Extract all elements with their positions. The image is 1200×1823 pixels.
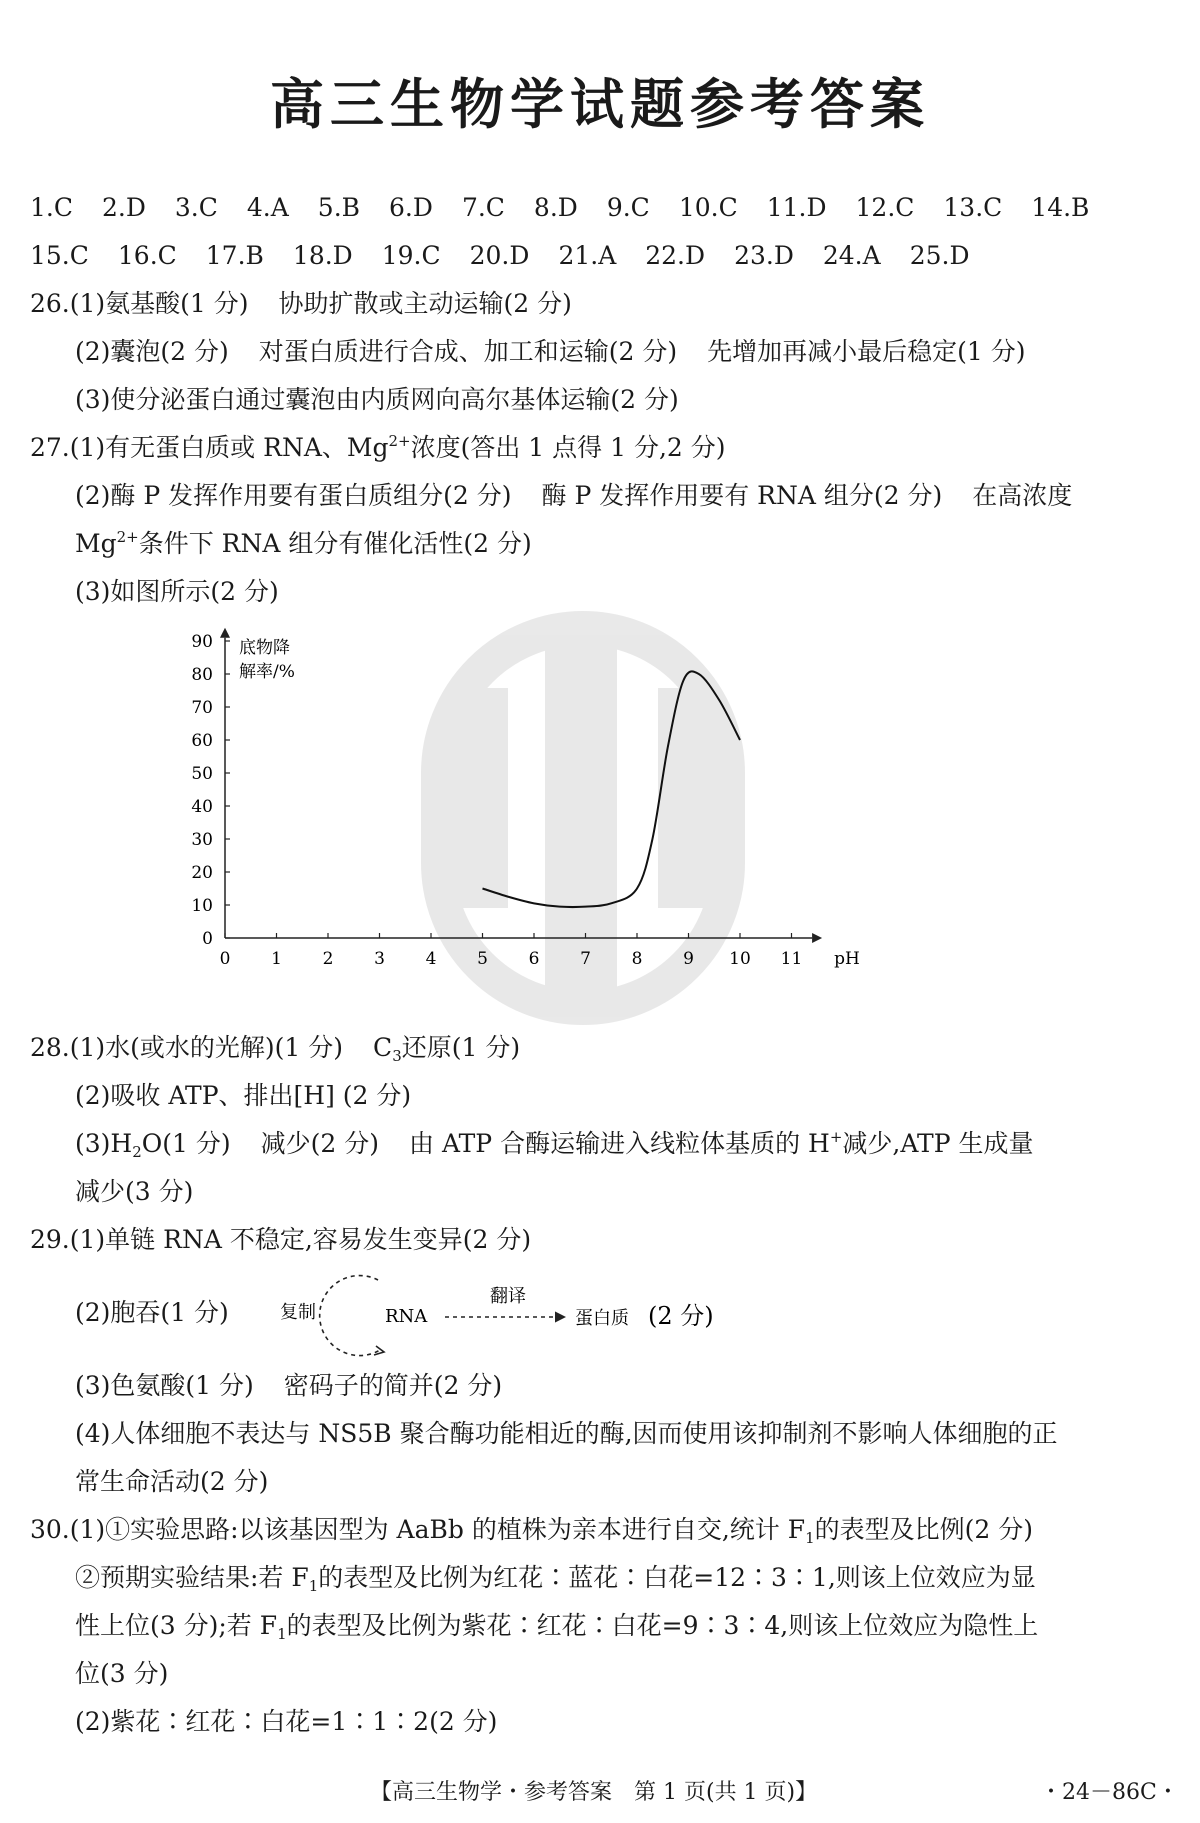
x-tick-label: 1 <box>271 949 282 969</box>
q30-part2-b: 的表型及比例为红花∶蓝花∶白花=12∶3∶1,则该上位效应为显 <box>318 1563 1036 1592</box>
ph-chart <box>191 618 1000 1028</box>
q29-line-5: 常生命活动(2 分) <box>75 1467 269 1496</box>
answer-item: 8.D <box>533 193 578 222</box>
diagram-protein-label: 蛋白质 <box>575 1308 629 1329</box>
q29-line-1: 29.(1)单链 RNA 不稳定,容易发生变异(2 分) <box>30 1225 532 1254</box>
q30-part3-a: 性上位(3 分);若 F <box>75 1611 278 1640</box>
q28-c-subscript: 3 <box>392 1047 402 1065</box>
answer-item: 10.C <box>678 193 738 222</box>
q28-line-2: (2)吸收 ATP、排出[H] (2 分) <box>75 1081 412 1110</box>
q26-part2-b: 对蛋白质进行合成、加工和运输(2 分) <box>258 337 678 366</box>
answer-item: 13.C <box>943 193 1003 222</box>
q29-line-2: (2)胞吞(1 分) <box>75 1298 229 1327</box>
x-tick-label: 5 <box>477 949 488 969</box>
chart-marks <box>191 628 859 969</box>
y-tick-label: 20 <box>191 863 213 883</box>
q28-part3-b: O(1 分) <box>141 1129 231 1158</box>
q28-line-1 <box>30 1028 520 1068</box>
q29-line-4: (4)人体细胞不表达与 NS5B 聚合酶功能相近的酶,因而使用该抑制剂不影响人体细胞的正 <box>75 1419 1058 1448</box>
q30-part2-a: ②预期实验结果:若 F <box>75 1563 309 1592</box>
q30-part1-b: 的表型及比例(2 分) <box>814 1515 1033 1544</box>
y-axis-label-line1: 底物降 <box>239 638 290 658</box>
q27-part2-d: 条件下 RNA 组分有催化活性(2 分) <box>138 529 532 558</box>
page-footer: 【高三生物学・参考答案 第 1 页(共 1 页)】 <box>370 1780 818 1805</box>
page-code: ・24－86C・ <box>1040 1780 1179 1805</box>
q26-part1-b: 协助扩散或主动运输(2 分) <box>278 289 572 318</box>
q27-superscript: 2+ <box>388 432 411 450</box>
q30-line-5: (2)紫花∶红花∶白花=1∶1∶2(2 分) <box>75 1707 498 1736</box>
y-tick-label: 60 <box>191 731 213 751</box>
q27-line-2 <box>75 476 1072 516</box>
answer-item: 3.C <box>174 193 218 222</box>
answer-item: 1.C <box>30 193 73 222</box>
y-tick-label: 90 <box>191 632 213 652</box>
q27-line-4: (3)如图所示(2 分) <box>75 577 279 606</box>
x-axis-label: pH <box>834 949 860 969</box>
diagram-rna-label: RNA <box>385 1306 428 1327</box>
q27-mg-superscript: 2+ <box>116 528 139 546</box>
q27-part2-b: 酶 P 发挥作用要有 RNA 组分(2 分) <box>541 481 943 510</box>
y-tick-label: 40 <box>191 797 213 817</box>
q26-part1-a: 26.(1)氨基酸(1 分) <box>30 289 249 318</box>
q30-part1-a: 30.(1)①实验思路:以该基因型为 AaBb 的植株为亲本进行自交,统计 F <box>30 1515 806 1544</box>
q28-part1-a: 28.(1)水(或水的光解)(1 分) <box>30 1033 344 1062</box>
q30-part3-b: 的表型及比例为紫花∶红花∶白花=9∶3∶4,则该上位效应为隐性上 <box>286 1611 1039 1640</box>
answer-item: 6.D <box>389 193 433 222</box>
answer-item: 20.D <box>469 241 530 270</box>
q27-part2-a: (2)酶 P 发挥作用要有蛋白质组分(2 分) <box>75 481 512 510</box>
answer-row-2 <box>30 236 999 276</box>
answer-item: 14.B <box>1031 193 1090 222</box>
q28-line-3 <box>75 1124 1033 1164</box>
y-tick-label: 30 <box>191 830 213 850</box>
x-tick-label: 9 <box>683 949 694 969</box>
answer-item: 15.C <box>30 241 89 270</box>
q26-line-3: (3)使分泌蛋白通过囊泡由内质网向高尔基体运输(2 分) <box>75 385 679 414</box>
q27-part1-b: 浓度(答出 1 点得 1 分,2 分) <box>410 433 726 462</box>
q29-part3-a: (3)色氨酸(1 分) <box>75 1371 254 1400</box>
q28-h2o-subscript: 2 <box>132 1143 142 1161</box>
y-tick-label: 70 <box>191 698 213 718</box>
q28-c: C <box>373 1033 393 1062</box>
answer-item: 25.D <box>909 241 970 270</box>
answer-item: 11.D <box>766 193 827 222</box>
x-tick-label: 6 <box>528 949 540 969</box>
q30-line-1 <box>30 1510 1033 1550</box>
answer-item: 12.C <box>855 193 915 222</box>
answer-item: 23.D <box>734 241 794 270</box>
answer-item: 24.A <box>822 241 881 270</box>
q27-line-3 <box>75 524 532 564</box>
answer-item: 18.D <box>292 241 353 270</box>
q27-part1-a: 27.(1)有无蛋白质或 RNA、Mg <box>30 433 389 462</box>
diagram-score: (2 分) <box>648 1302 714 1330</box>
x-axis-arrow <box>812 933 822 943</box>
y-tick-label: 80 <box>191 665 213 685</box>
x-tick-label: 0 <box>219 949 231 969</box>
answer-item: 7.C <box>461 193 505 222</box>
diagram-replicate-label: 复制 <box>280 1302 316 1323</box>
replication-arrowhead <box>374 1346 384 1355</box>
page-title: 高三生物学试题参考答案 <box>270 73 930 136</box>
q27-mg: Mg <box>75 529 117 558</box>
x-tick-label: 2 <box>322 949 334 969</box>
q28-h-superscript: + <box>829 1128 843 1146</box>
q30-line-4: 位(3 分) <box>75 1659 169 1688</box>
q29-line-3 <box>75 1366 502 1406</box>
q28-line-4: 减少(3 分) <box>75 1177 194 1206</box>
q28-part3-a: (3)H <box>75 1129 133 1158</box>
x-tick-label: 4 <box>425 949 437 969</box>
x-tick-label: 8 <box>631 949 643 969</box>
q28-part3-e: 减少,ATP 生成量 <box>842 1129 1034 1158</box>
y-axis-arrow <box>220 628 230 638</box>
answer-item: 5.B <box>317 193 361 222</box>
answer-item: 16.C <box>117 241 177 270</box>
q26-part2-a: (2)囊泡(2 分) <box>75 337 229 366</box>
q30-line-3 <box>75 1606 1038 1646</box>
diagram-translate-label: 翻译 <box>490 1286 526 1307</box>
answer-item: 4.A <box>246 193 289 222</box>
y-tick-label: 0 <box>202 929 213 949</box>
rna-diagram <box>270 1262 740 1362</box>
answer-item: 17.B <box>205 241 264 270</box>
q28-part3-d: 由 ATP 合酶运输进入线粒体基质的 H <box>409 1129 830 1158</box>
q26-line-1 <box>30 284 572 324</box>
answer-item: 19.C <box>381 241 441 270</box>
x-tick-label: 10 <box>729 949 751 969</box>
q30-line-2 <box>75 1558 1036 1598</box>
y-tick-label: 50 <box>191 764 213 784</box>
q27-line-1 <box>30 428 726 468</box>
x-tick-label: 11 <box>780 949 803 969</box>
q28-part1-c: 还原(1 分) <box>401 1033 521 1062</box>
answer-item: 9.C <box>606 193 650 222</box>
replication-cycle-arrow <box>320 1276 380 1356</box>
q26-line-2 <box>75 332 1026 372</box>
q30-f1-subscript-3: 1 <box>277 1625 287 1643</box>
y-tick-label: 10 <box>191 896 213 916</box>
q26-part2-c: 先增加再减小最后稳定(1 分) <box>707 337 1026 366</box>
q28-part3-c: 减少(2 分) <box>260 1129 379 1158</box>
x-tick-label: 7 <box>580 949 591 969</box>
q27-part2-c: 在高浓度 <box>972 481 1073 510</box>
q30-f1-subscript-2: 1 <box>308 1577 319 1595</box>
q30-f1-subscript: 1 <box>805 1529 815 1547</box>
q29-part3-b: 密码子的简并(2 分) <box>283 1371 503 1400</box>
answer-item: 22.D <box>645 241 706 270</box>
answer-item: 2.D <box>101 193 146 222</box>
x-tick-label: 3 <box>374 949 385 969</box>
answer-item: 21.A <box>558 241 617 270</box>
y-axis-label-line2: 解率/% <box>239 662 295 682</box>
answer-row-1 <box>30 188 1118 228</box>
